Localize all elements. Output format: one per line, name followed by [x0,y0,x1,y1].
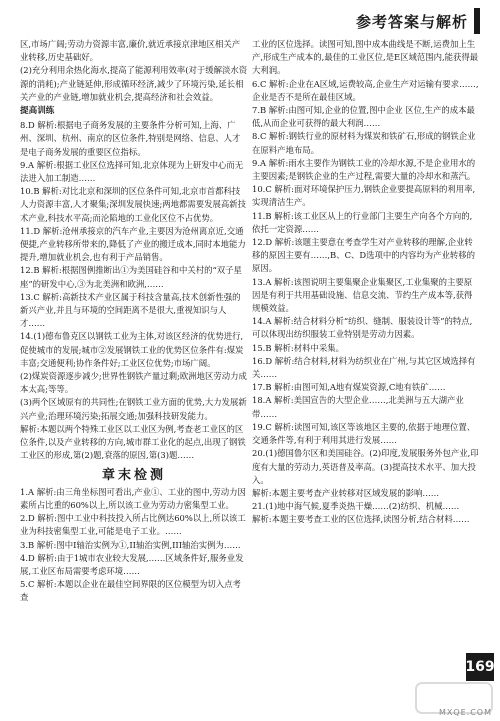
chapter-title: 章末检测 [101,467,166,483]
answer-item: 6.C 解析:企业在A区域,运费较高,企业生产对运输有要求……,企业是否不是所在最佳区域。 [252,78,479,102]
answer-item: 解析:本题主要考查工业的区位选择,读图分析,结合材料…… [252,514,470,525]
answer-item: 10.C 解析:面对环境保护压力,钢铁企业要提高原料的利用率,实现清洁生产。 [252,184,476,208]
page-number-badge: 169 [466,653,494,681]
answer-item: 工业的区位选择。读图可知,图中成本曲线是不断,运费加上生产,形成生产成本的,最佳的工业区位,是E区域范围内,能获得最大利润。 [252,39,479,76]
answer-item: 5.C 解析:本题以企业在最佳空间界限的区位模型为切入点考查 [20,579,241,603]
answer-item: 7.B 解析:由图可知,企业的位置,图中企业 区位,生产的成本最低,从而企业可获得的最大利润…… [252,105,475,129]
answer-item: 12.D 解析:该题主要意在考查学生对产业转移的理解,企业转移的原因主要有……,B、C、D选项中的内容均为产业转移的原因。 [252,237,475,274]
watermark-text: MXQE.COM [438,708,492,717]
page-header [356,8,480,34]
answer-item: 18.A 解析:美国宣告的大型企业……,北美洲与五大湖产业带…… [252,395,464,419]
answer-item: (3)两个区域原有的共同性;在钢铁工业方面的优势,大力发展新兴产业;治理环境污染;拓展交通;加强科技研发能力。 [20,397,247,421]
answer-item: 3.B 解析:图中I轴治实例为①,II轴治实例,III轴治实例为…… [20,539,241,550]
answer-item: 13.A 解析:该图说明主要集聚企业集聚区,工业集聚的主要原因是有利于共用基础设施、信息交流、节约生产成本等,获得规模效益。 [252,276,473,314]
answer-item: 19.C 解析:读图可知,该区等该地区主要的,依据于地理位置、交通条件等,有利于利用其进行发展…… [252,421,476,446]
answer-item: 13.C 解析:高新技术产业区属于科技含量高,技术创新性强的新兴产业,并且与环境的空间距离不是很大,重视知识与人才…… [20,291,241,329]
answer-item: 解析:本题以两个特殊工业区以工业区为例,考查老工业区的区位条件,以及产业转移的方向,城市群工业化的起点,出现了钢铁工业区的形成,第(2)题,衰落的原因,第(3)题…… [20,423,246,461]
answer-item: 解析:本题主要考查产业转移对区域发展的影响…… [252,487,440,498]
answer-item: 8.C 解析:钢铁行业的原材料为煤炭和铁矿石,形成的钢铁企业在原料产地布局。 [252,131,476,155]
section-heading: 提高训练 [20,106,55,117]
text-line: 区,市场广阔;劳动力资源丰富,廉价,就近承接京津地区相关产业转移,历史基础好。 [20,39,241,63]
header-title: 参考答案与解析 [355,12,468,31]
answer-item: 12.B 解析:根据图例推断出①为美国硅谷和中关村的“双子星座”的研发中心,③为北美洲和欧洲,…… [20,265,242,289]
answer-item: 9.A 解析:根据工业区位选择可知,北京体现为上研发中心而无法进入加工制造…… [20,159,244,184]
answer-item: 20.(1)德国鲁尔区和美国硅谷。(2)印度,发展服务外包产业,印度有大量的劳动力,英语普及率高。(3)提高技术水平、加大投入。 [252,448,479,485]
answer-item: 4.D 解析:由于1城市农业较大发展,……区域条件好,服务业发展,工业区布局需要考虑环境…… [20,552,244,576]
answer-item: 14.A 解析:结合材料分析“纺织、缝制、服装设计等”的特点,可以体现出纺织服装工业特别是劳动力因素。 [252,316,473,340]
answer-item: 8.D 解析:根据电子商务发展的主要条件分析可知,上海、广州、深圳、杭州、南京的区位条件,特别是网络、信息、人才是电子商务发展的重要区位指标。 [20,120,241,157]
answer-item: 1.A 解析:由三角坐标图可看出,产业①、工业的图中,劳动力因素所占比重的60%以上,所以该工业为劳动力密集型工业。 [20,486,246,510]
answer-item: 17.B 解析:由图可知,A地有煤炭资源,C地有铁矿…… [252,382,446,393]
answer-item: 16.D 解析:结合材料,材料为纺织业在广州,与其它区域选择有关…… [252,355,476,380]
header-bar [474,8,480,34]
answer-item: 2.D 解析:图中工业中科技投入所占比例达60%以上,所以该工业为科技密集型工业,可能是电子工业。…… [20,513,246,537]
answer-item: 9.A 解析:雨水主要作为钢铁工业的冷却水源,不是企业用水的主要因素;是钢铁企业的生产过程,需要大量的冷却水和蒸汽。 [252,157,476,182]
left-column [20,38,248,605]
answer-item: 11.B 解析:该工业区从上的行业部门主要生产向各个方向的,依托一定资源…… [252,210,473,234]
answer-item: 10.B 解析:对比北京和深圳的区位条件可知,北京市首都科技人力资源丰富,人才聚集;深圳发展快速;两地都需要发展高新技术产业,科技水平高;而沦陷地的工业化区位不占优势。 [20,186,247,223]
answer-item: 15.B 解析:材料中采集。 [252,342,344,353]
answer-item: (2)煤炭资源逐步减少;世界性钢铁产量过剩;欧洲地区劳动力成本太高;等等。 [20,371,247,395]
text-line: (2)充分利用余热化海水,提高了能源利用效率(对于缓解淡水资源的消耗);产业链延伸,形成循环经济,减少了环境污染,延长相关产业的产业链,增加就业机会,提高经济和社会效益。 [20,65,248,102]
right-column [252,38,480,527]
answer-item: 11.D 解析:沧州承接京的汽车产业,主要因为沧州离京近,交通便捷,产业转移所带来的,降低了产业的搬迁成本,同时本地能力提升,增加就业机会,也有利于产品销售。 [20,225,246,263]
answer-item: 21.(1)地中海气候,夏季炎热干燥……(2)纺织、机械…… [252,501,460,512]
answer-item: 14.(1)德布鲁克区以钢铁工业为主体,对该区经济的优势进行,促使城市的发展;城市②发展钢铁工业的优势区位条件有:煤炭丰富;交通便利;协作条件好;工业区位优势;市场广阔。 [20,331,244,368]
